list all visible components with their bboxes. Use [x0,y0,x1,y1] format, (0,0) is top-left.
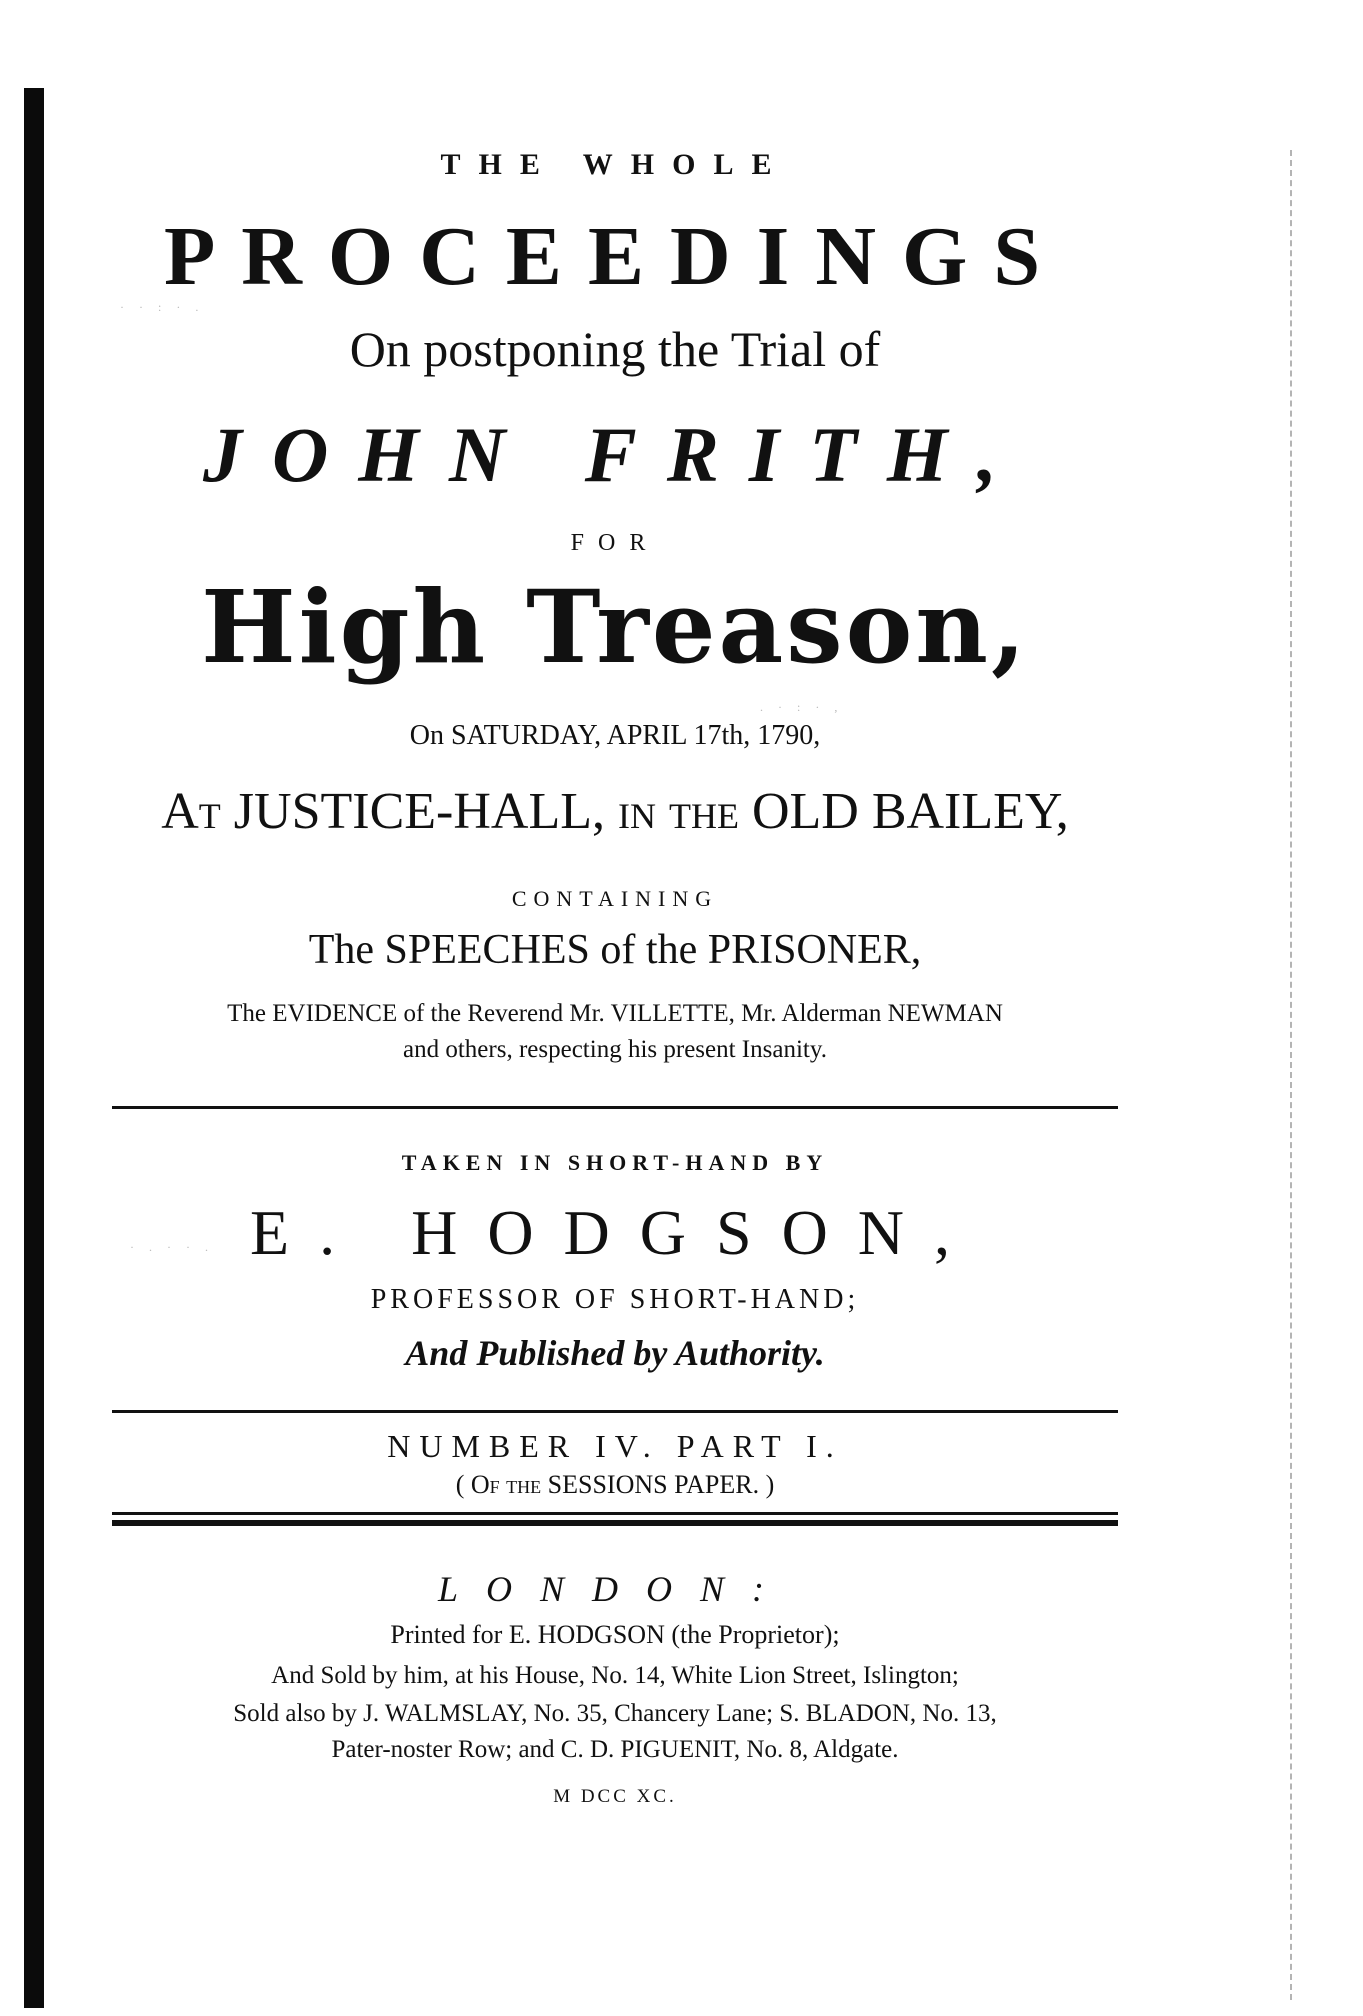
evidence-line-continued: and others, respecting his present Insanity. [403,1036,827,1063]
scan-noise: · · : · . [120,300,205,314]
imprint-sold-also: Sold also by J. WALMSLAY, No. 35, Chancery Lane; S. BLADON, No. 13, [233,1700,997,1727]
imprint-year: M DCC XC. [553,1786,677,1807]
imprint-printed-for: Printed for E. HODGSON (the Proprietor); [390,1620,840,1649]
defendant-name: JOHN FRITH, [202,411,1028,498]
scan-noise: . · : · , [760,700,844,714]
issue-number: NUMBER IV. PART I. [387,1428,843,1464]
main-heading: PROCEEDINGS [163,210,1067,303]
taken-by-label: TAKEN IN SHORT-HAND BY [401,1150,829,1175]
for-word: FOR [570,530,660,556]
containing-label: CONTAINING [511,886,719,911]
speeches-line: The SPEECHES of the PRISONER, [308,927,922,973]
evidence-line: The EVIDENCE of the Reverend Mr. VILLETTE, Mr. Alderman NEWMAN [227,1000,1003,1027]
authority-line: And Published by Authority. [405,1333,825,1373]
subheading: On postponing the Trial of [349,321,881,377]
kicker: THE WHOLE [440,148,790,181]
sessions-paper-label: ( Of the SESSIONS PAPER. ) [455,1470,775,1499]
imprint-city: LONDON: [437,1569,793,1609]
charge-title: High Treason, [201,568,1029,686]
venue: At JUSTICE-HALL, in the OLD BAILEY, [161,783,1069,840]
imprint-sold-by: And Sold by him, at his House, No. 14, White Lion Street, Islington; [271,1662,959,1689]
imprint-sold-also-continued: Pater-noster Row; and C. D. PIGUENIT, No. 8, Aldgate. [331,1736,899,1763]
scan-noise: · . · · . [130,1240,214,1254]
reporter-name: E. HODGSON, [250,1197,980,1268]
divider-rule [112,1106,1118,1109]
reporter-title: PROFESSOR OF SHORT-HAND; [370,1284,860,1315]
trial-date: On SATURDAY, APRIL 17th, 1790, [409,720,821,751]
double-rule-thick [112,1520,1118,1526]
divider-rule [112,1410,1118,1413]
double-rule-thin [112,1512,1118,1515]
